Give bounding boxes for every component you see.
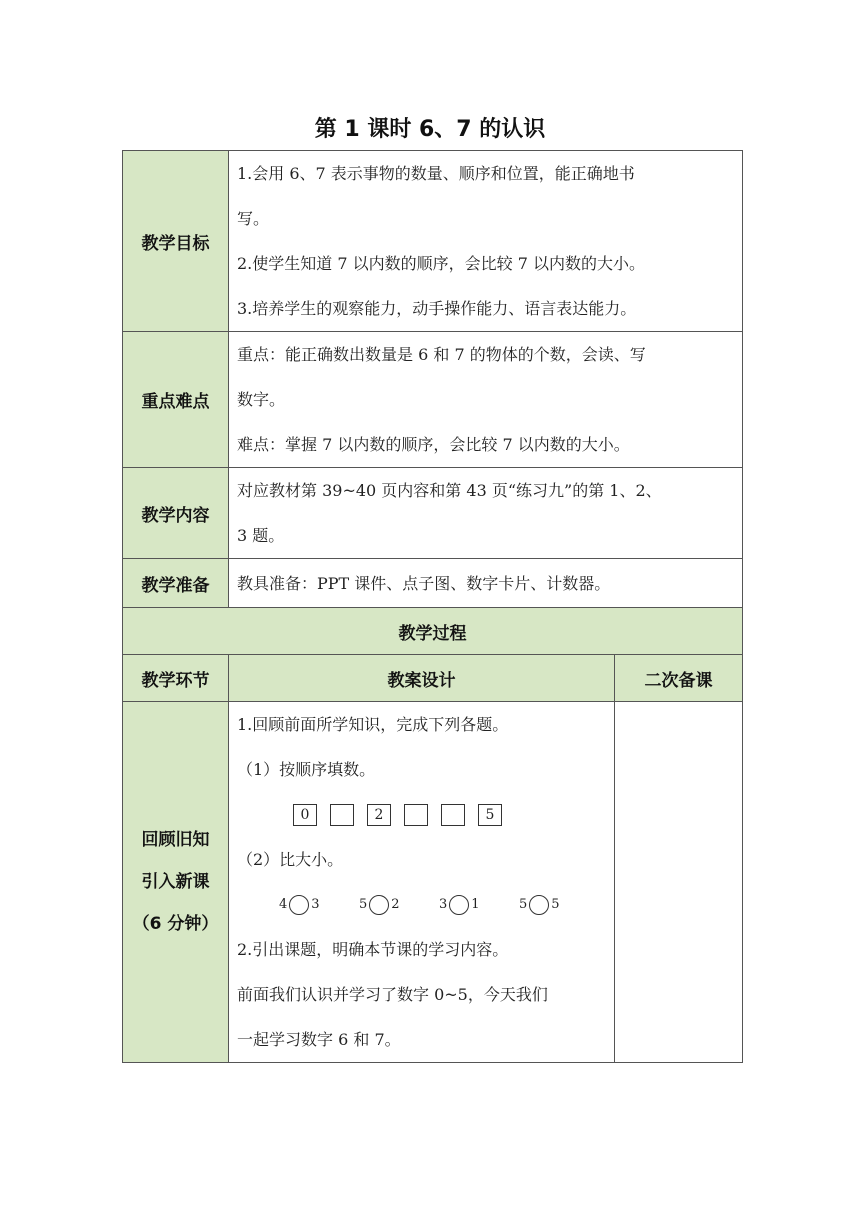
number-box: 0 bbox=[293, 804, 317, 826]
compare-left: 4 bbox=[279, 897, 288, 912]
design-stage-1 bbox=[229, 702, 615, 1063]
row-column-headers bbox=[123, 655, 743, 702]
number-box bbox=[404, 804, 428, 826]
stage-1-line-4: 一起学习数字 6 和 7。 bbox=[237, 1030, 401, 1049]
content-key-points bbox=[229, 332, 743, 468]
stage-1-sub-1: （1）按顺序填数。 bbox=[237, 760, 376, 779]
stage-1-sub-2: （2）比大小。 bbox=[237, 850, 344, 869]
row-key-points bbox=[123, 332, 743, 468]
label-preparation: 教学准备 bbox=[123, 559, 229, 608]
circle-icon bbox=[449, 895, 469, 915]
goals-line-1: 1.会用 6、7 表示事物的数量、顺序和位置，能正确地书 bbox=[237, 164, 635, 183]
col-header-stage: 教学环节 bbox=[123, 655, 229, 702]
compare-item bbox=[279, 882, 359, 927]
key-points-line-3: 难点：掌握 7 以内数的顺序，会比较 7 以内数的大小。 bbox=[237, 435, 630, 454]
compare-item bbox=[519, 882, 599, 927]
content-line-1: 对应教材第 39~40 页内容和第 43 页“练习九”的第 1、2、 bbox=[237, 481, 662, 500]
label-goals: 教学目标 bbox=[123, 151, 229, 332]
compare-left: 3 bbox=[439, 897, 448, 912]
goals-line-2: 写。 bbox=[237, 209, 270, 228]
number-box bbox=[441, 804, 465, 826]
sequence-boxes bbox=[237, 792, 608, 837]
label-key-points: 重点难点 bbox=[123, 332, 229, 468]
circle-icon bbox=[289, 895, 309, 915]
compare-item bbox=[439, 882, 519, 927]
compare-right: 3 bbox=[311, 897, 320, 912]
compare-item bbox=[359, 882, 439, 927]
compare-row bbox=[237, 882, 608, 927]
key-points-line-2: 数字。 bbox=[237, 390, 286, 409]
key-points-line-1: 重点：能正确数出数量是 6 和 7 的物体的个数，会读、写 bbox=[237, 345, 646, 364]
compare-left: 5 bbox=[519, 897, 528, 912]
stage-1-line-1: 1.回顾前面所学知识，完成下列各题。 bbox=[237, 715, 509, 734]
row-process-header bbox=[123, 608, 743, 655]
page-title: 第 1 课时 6、7 的认识 bbox=[314, 117, 546, 142]
label-stage-1 bbox=[123, 702, 229, 1063]
stage-1-label-line-2: 引入新课 bbox=[141, 872, 210, 892]
stage-1-label-line-1: 回顾旧知 bbox=[141, 830, 210, 850]
circle-icon bbox=[369, 895, 389, 915]
row-content bbox=[123, 468, 743, 559]
content-line-2: 3 题。 bbox=[237, 526, 285, 545]
stage-1-label-line-3: （6 分钟） bbox=[132, 914, 219, 934]
number-box: 5 bbox=[478, 804, 502, 826]
label-content: 教学内容 bbox=[123, 468, 229, 559]
compare-left: 5 bbox=[359, 897, 368, 912]
number-box bbox=[330, 804, 354, 826]
compare-right: 1 bbox=[471, 897, 480, 912]
content-preparation: 教具准备：PPT 课件、点子图、数字卡片、计数器。 bbox=[229, 559, 743, 608]
row-stage-1 bbox=[123, 702, 743, 1063]
notes-stage-1 bbox=[615, 702, 743, 1063]
col-header-design: 教案设计 bbox=[229, 655, 615, 702]
col-header-notes: 二次备课 bbox=[615, 655, 743, 702]
content-goals bbox=[229, 151, 743, 332]
content-content bbox=[229, 468, 743, 559]
process-header: 教学过程 bbox=[123, 608, 743, 655]
goals-line-4: 3.培养学生的观察能力，动手操作能力、语言表达能力。 bbox=[237, 299, 637, 318]
compare-right: 2 bbox=[391, 897, 400, 912]
compare-right: 5 bbox=[551, 897, 560, 912]
goals-line-3: 2.使学生知道 7 以内数的顺序，会比较 7 以内数的大小。 bbox=[237, 254, 645, 273]
stage-1-line-2: 2.引出课题，明确本节课的学习内容。 bbox=[237, 940, 509, 959]
lesson-plan-table bbox=[122, 150, 743, 1063]
stage-1-line-3: 前面我们认识并学习了数字 0~5，今天我们 bbox=[237, 985, 548, 1004]
row-goals bbox=[123, 151, 743, 332]
number-box: 2 bbox=[367, 804, 391, 826]
circle-icon bbox=[529, 895, 549, 915]
row-preparation bbox=[123, 559, 743, 608]
